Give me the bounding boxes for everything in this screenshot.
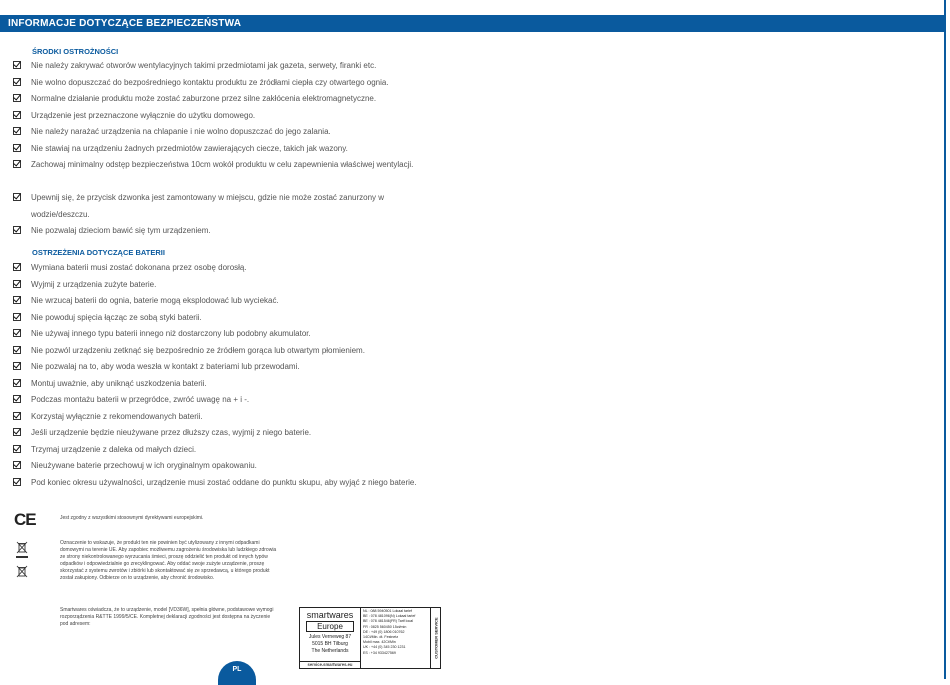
checked-box-icon xyxy=(13,280,21,288)
checked-box-icon xyxy=(13,329,21,337)
checked-box-icon xyxy=(13,362,21,370)
address-line: 5015 BH Tilburg xyxy=(312,641,348,647)
ce-mark: CE xyxy=(14,510,36,529)
checklist-item xyxy=(13,425,433,442)
address-line: Jules Verneweg 87 xyxy=(308,634,352,640)
ce-text: Jest zgodny z wszystkimi stosownymi dyrektywami europejskimi. xyxy=(60,515,204,521)
checklist-item-text: Korzystaj wyłącznie z rekomendowanych baterii. xyxy=(31,411,203,421)
phone-line: ES : +34 933427569 xyxy=(363,650,396,655)
checked-box-icon xyxy=(13,478,21,486)
checklist-item xyxy=(13,75,433,92)
checklist-item-text: Normalne działanie produktu może zostać zaburzone przez silne zakłócenia elektromagnetyczne. xyxy=(31,94,377,103)
checked-box-icon xyxy=(13,94,21,102)
checklist-item-text: Nie pozwól urządzeniu zetknąć się bezpośrednio ze źródłem gorąca lub otwartym płomieniem. xyxy=(31,345,365,355)
checklist-item-text: Zachowaj minimalny odstęp bezpieczeństwa 10cm wokół produktu w celu zapewnienia właściwej wentylacji. xyxy=(31,160,414,169)
checked-box-icon xyxy=(13,346,21,354)
customer-service-label-column xyxy=(430,608,440,668)
checked-box-icon xyxy=(13,226,21,234)
checked-box-icon xyxy=(13,428,21,436)
section-title: OSTRZEŻENIA DOTYCZĄCE BATERII xyxy=(32,248,165,257)
phone-line: FR : 0825 560450 15ct/min xyxy=(363,624,407,629)
checklist-item xyxy=(13,343,433,360)
website-link[interactable]: service.smartwares.eu xyxy=(300,661,360,668)
checklist-item xyxy=(13,442,433,459)
checklist-item-text: Nie należy zakrywać otworów wentylacyjnych takimi przedmiotami jak gazeta, serwety, firanki etc. xyxy=(31,61,377,70)
checklist-item-text: Nie wrzucaj baterii do ognia, baterie mogą eksplodować lub wyciekać. xyxy=(31,296,279,305)
checklist-item-text: Urządzenie jest przeznaczone wyłącznie do użytku domowego. xyxy=(31,110,256,120)
checked-box-icon xyxy=(13,445,21,453)
checked-box-icon xyxy=(13,78,21,86)
checked-box-icon xyxy=(13,127,21,135)
checklist-item xyxy=(13,157,433,174)
checked-box-icon xyxy=(13,160,21,168)
crossed-bin-icon xyxy=(16,541,28,554)
checklist-item-text: Nie używaj innego typu baterii innego niż dostarczony lub podobny akumulator. xyxy=(31,329,311,338)
brand-name: smartwares xyxy=(306,610,354,620)
checklist-item xyxy=(13,458,433,475)
checklist-item xyxy=(13,310,433,327)
checklist-item-text: Nie stawiaj na urządzeniu żadnych przedmiotów zawierających ciecze, takich jak wazony. xyxy=(31,143,348,153)
bin-underline xyxy=(16,556,28,558)
checked-box-icon xyxy=(13,395,21,403)
checklist-item xyxy=(13,392,433,409)
checklist-item-text: Nie powoduj spięcia łącząc ze sobą styki baterii. xyxy=(31,312,202,322)
phone-line: NL : 088 5940501 Lokaal tarief xyxy=(363,609,413,613)
checked-box-icon xyxy=(13,313,21,321)
phone-line: BE : 078 481096(N) Lokaal tarief xyxy=(363,614,416,619)
checklist-item-text: Jeśli urządzenie będzie nieużywane przez dłuższy czas, wyjmij z niego baterie. xyxy=(31,428,312,437)
checklist-item xyxy=(13,376,433,393)
checklist-item-text: Upewnij się, że przycisk dzwonka jest zamontowany w miejscu, gdzie nie może zostać zanurzony w wodzie/deszczu. xyxy=(31,193,385,219)
checklist-item-text: Nie pozwalaj dzieciom bawić się tym urządzeniem. xyxy=(31,226,211,235)
brand-column xyxy=(300,608,361,668)
address-line: The Netherlands xyxy=(311,648,349,654)
checklist-item xyxy=(13,359,433,376)
checklist-item xyxy=(13,293,433,310)
header-title: INFORMACJE DOTYCZĄCE BEZPIECZEŃSTWA xyxy=(0,15,946,32)
phone-list xyxy=(361,608,430,668)
customer-service-label: CUSTOMER SERVICE xyxy=(433,617,438,659)
checklist-item-text: Montuj uważnie, aby uniknąć uszkodzenia baterii. xyxy=(31,378,207,388)
page-language-badge: PL xyxy=(218,661,256,685)
checklist-item xyxy=(13,409,433,426)
checked-box-icon xyxy=(13,263,21,271)
crossed-battery-bin-icon xyxy=(16,565,28,578)
checked-box-icon xyxy=(13,61,21,69)
checklist-item xyxy=(13,58,433,75)
checklist-item xyxy=(13,141,433,158)
checklist-item xyxy=(13,326,433,343)
checklist-item xyxy=(13,475,433,492)
checked-box-icon xyxy=(13,111,21,119)
checklist-item-text: Pod koniec okresu używalności, urządzenie musi zostać oddane do punktu skupu, aby wyjąć z niego baterie. xyxy=(31,477,417,487)
checklist-item-text: Wyjmij z urządzenia zużyte baterie. xyxy=(31,279,157,289)
checklist-item xyxy=(13,277,433,294)
checklist-item xyxy=(13,260,433,277)
phone-line: DE : +49 (0) 1806 010762 xyxy=(363,629,405,634)
phone-line: 14Ct/Min. dt. Festnetz xyxy=(363,635,399,640)
checklist-item-text: Nieużywane baterie przechowuj w ich oryginalnym opakowaniu. xyxy=(31,461,257,470)
checklist-item xyxy=(13,124,433,141)
checklist-item-text: Trzymaj urządzenie z daleka od małych dzieci. xyxy=(31,444,197,454)
checklist-item xyxy=(13,223,433,240)
checklist-item xyxy=(13,91,433,108)
checklist-item-text: Wymiana baterii musi zostać dokonana przez osobę dorosłą. xyxy=(31,263,247,272)
checked-box-icon xyxy=(13,144,21,152)
section-title: ŚRODKI OSTROŻNOŚCI xyxy=(32,47,119,56)
brand-region: Europe xyxy=(306,621,354,632)
customer-service-box xyxy=(299,607,441,669)
checked-box-icon xyxy=(13,379,21,387)
checklist-item-text: Podczas montażu baterii w przegródce, zwróć uwagę na + i -. xyxy=(31,395,250,404)
phone-line: UK : +44 (0) 345 230 1231 xyxy=(363,645,406,650)
checklist-item xyxy=(13,108,433,125)
phone-line: Mobil max. 42Ct/Min xyxy=(363,640,396,645)
checked-box-icon xyxy=(13,412,21,420)
phone-line: BE : 078 481546(FR) Tarif local xyxy=(363,619,414,624)
disposal-text: Oznaczenie to wskazuje, że produkt ten nie powinien być utylizowany z innymi odpadkami domowymi na terenie UE. Aby zapobiec możliwemu zagrożeniu środowiska lub ludzkiego zdrowia ze strony niekontrolowanego wyrzucania śmieci, proszę oddzielić ten produkt od innych typów odpadków i odpowiedzialnie go zrecyklingować. Aby oddać swoje zużyte urządzenie, proszę skorzystać z systemu zwrotów i zbiórki lub skontaktować się ze sprzedawcą, u którego produkt został zakupiony. Odbierze on to urządzenie, aby chronić środowisko. xyxy=(60,540,277,581)
checklist-item-text: Nie wolno dopuszczać do bezpośredniego kontaktu produktu ze źródłami ciepła czy otwartego ognia. xyxy=(31,77,389,87)
checklist-item-text: Nie należy narażać urządzenia na chlapanie i nie wolno dopuszczać do jego zalania. xyxy=(31,127,331,136)
checklist-item xyxy=(13,190,433,223)
checked-box-icon xyxy=(13,461,21,469)
address xyxy=(300,634,360,655)
checked-box-icon xyxy=(13,193,21,201)
checked-box-icon xyxy=(13,296,21,304)
declaration-text: Smartwares oświadcza, że to urządzenie, model [VD36W], spełnia główne, podstawowe wymogi rozporządzenia R&TTE 1999/5/CE. Kompletnej deklaracji zgodności jest dostępna na życzenie pod adresem: xyxy=(60,607,274,627)
checklist-item-text: Nie pozwalaj na to, aby woda weszła w kontakt z bateriami lub przewodami. xyxy=(31,362,300,371)
